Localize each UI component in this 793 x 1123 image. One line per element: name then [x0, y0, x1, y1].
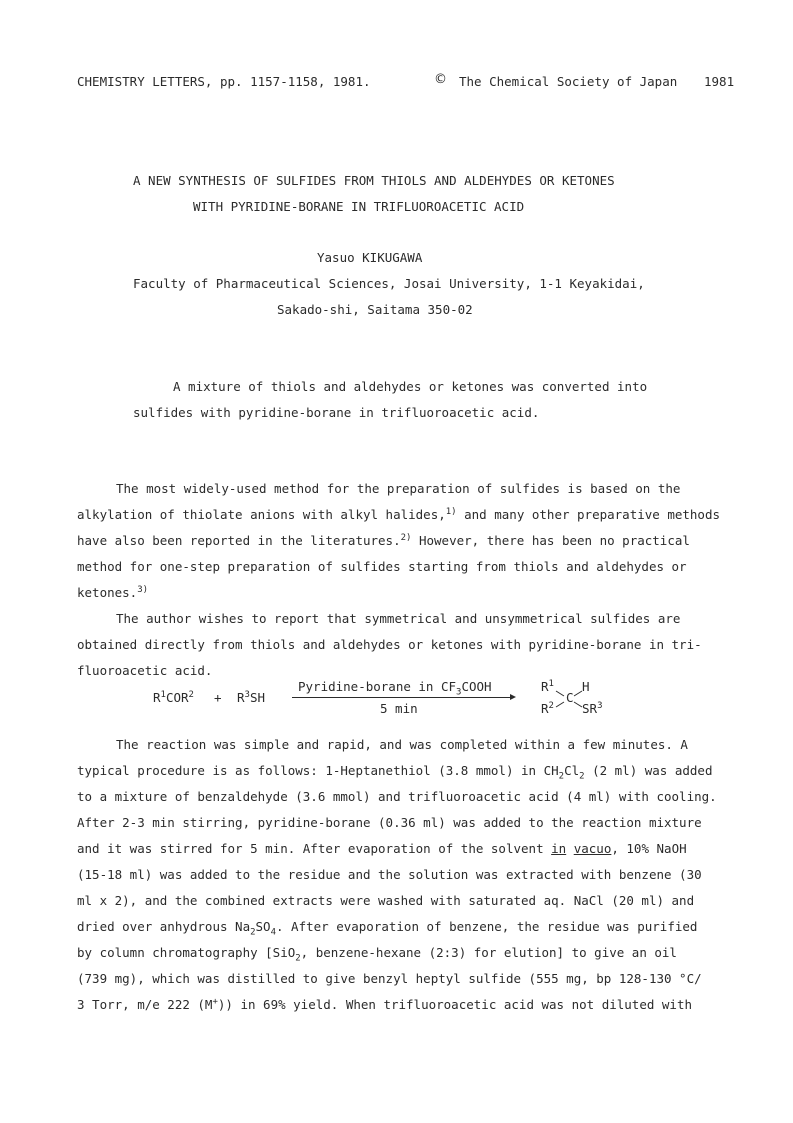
- ref-2: 2): [400, 532, 412, 543]
- para3-line-4: After 2-3 min stirring, pyridine-borane (0.36 ml) was added to the reaction mixture: [77, 815, 702, 830]
- para1-line-1: The most widely-used method for the preparation of sulfides is based on the: [116, 481, 681, 496]
- title-line-2: WITH PYRIDINE-BORANE IN TRIFLUOROACETIC ACID: [193, 199, 525, 214]
- product-sr3: $SR^3$: [582, 700, 603, 716]
- para1-line-5: ketones.$^{3)}$: [77, 584, 149, 600]
- reaction-arrow: [292, 697, 514, 698]
- affiliation-line-1: Faculty of Pharmaceutical Sciences, Josai University, 1-1 Keyakidai,: [133, 276, 645, 291]
- plus-sign: +: [214, 690, 222, 705]
- para1-line-4: method for one-step preparation of sulfides starting from thiols and aldehydes or: [77, 559, 687, 574]
- title-line-1: A NEW SYNTHESIS OF SULFIDES FROM THIOLS AND ALDEHYDES OR KETONES: [133, 173, 615, 188]
- para3-line-1: The reaction was simple and rapid, and was completed within a few minutes. A: [116, 737, 688, 752]
- affiliation-line-2: Sakado-shi, Saitama 350-02: [277, 302, 473, 317]
- para1-line-2: alkylation of thiolate anions with alkyl halides,$^{1)}$ and many other preparative methods: [77, 506, 721, 522]
- reagent-label: Pyridine-borane in $CF_3COOH$: [298, 679, 492, 698]
- product-bonds: [550, 688, 590, 710]
- reaction-time-label: 5 min: [380, 701, 418, 716]
- para3-line-6: (15-18 ml) was added to the residue and the solution was extracted with benzene (30: [77, 867, 702, 882]
- product-carbon: C: [566, 690, 574, 705]
- author-name: Yasuo KIKUGAWA: [317, 250, 423, 265]
- para3-line-2: typical procedure is as follows: 1-Heptanethiol (3.8 mmol) in $CH_2Cl_2$ (2 ml) was added: [77, 763, 713, 782]
- para3-line-11: 3 Torr, m/e 222 (M+)) in 69% yield. When trifluoroacetic acid was not diluted with: [77, 996, 693, 1012]
- para3-line-5: and it was stirred for 5 min. After evaporation of the solvent in vacuo, 10% NaOH: [77, 841, 687, 856]
- abstract-line-2: sulfides with pyridine-borane in trifluoroacetic acid.: [133, 405, 540, 420]
- para2-line-2: obtained directly from thiols and aldehydes or ketones with pyridine-borane in tri-: [77, 637, 702, 652]
- para2-line-1: The author wishes to report that symmetrical and unsymmetrical sulfides are: [116, 611, 681, 626]
- para3-line-9: by column chromatography [SiO$_2$, benzene-hexane (2:3) for elution] to give an oil: [77, 945, 677, 964]
- para3-line-7: ml x 2), and the combined extracts were washed with saturated aq. NaCl (20 ml) and: [77, 893, 695, 908]
- product-r2: $R^2$: [541, 700, 554, 716]
- product-r1: $R^1$: [541, 678, 554, 694]
- ref-1: 1): [445, 506, 457, 517]
- copyright-symbol: ©: [434, 72, 447, 87]
- reactant-carbonyl: $R^1COR^2$: [153, 689, 194, 705]
- society-name: The Chemical Society of Japan: [459, 74, 678, 89]
- product-h: H: [582, 679, 590, 694]
- header-year: 1981: [704, 74, 735, 89]
- para2-line-3: fluoroacetic acid.: [77, 663, 213, 678]
- abstract-line-1: A mixture of thiols and aldehydes or ketones was converted into: [173, 379, 648, 394]
- para1-line-3: have also been reported in the literatures.$^{2)}$ However, there has been no practical: [77, 532, 690, 548]
- journal-citation: CHEMISTRY LETTERS, pp. 1157-1158, 1981.: [77, 74, 371, 89]
- reactant-thiol: $R^3SH$: [237, 689, 266, 705]
- para3-line-8: dried over anhydrous $Na_2SO_4$. After evaporation of benzene, the residue was purified: [77, 919, 698, 938]
- para3-line-3: to a mixture of benzaldehyde (3.6 mmol) and trifluoroacetic acid (4 ml) with cooling.: [77, 789, 717, 804]
- para3-line-10: (739 mg), which was distilled to give benzyl heptyl sulfide (555 mg, bp 128-130 °C/: [77, 971, 702, 986]
- ref-3: 3): [137, 584, 149, 595]
